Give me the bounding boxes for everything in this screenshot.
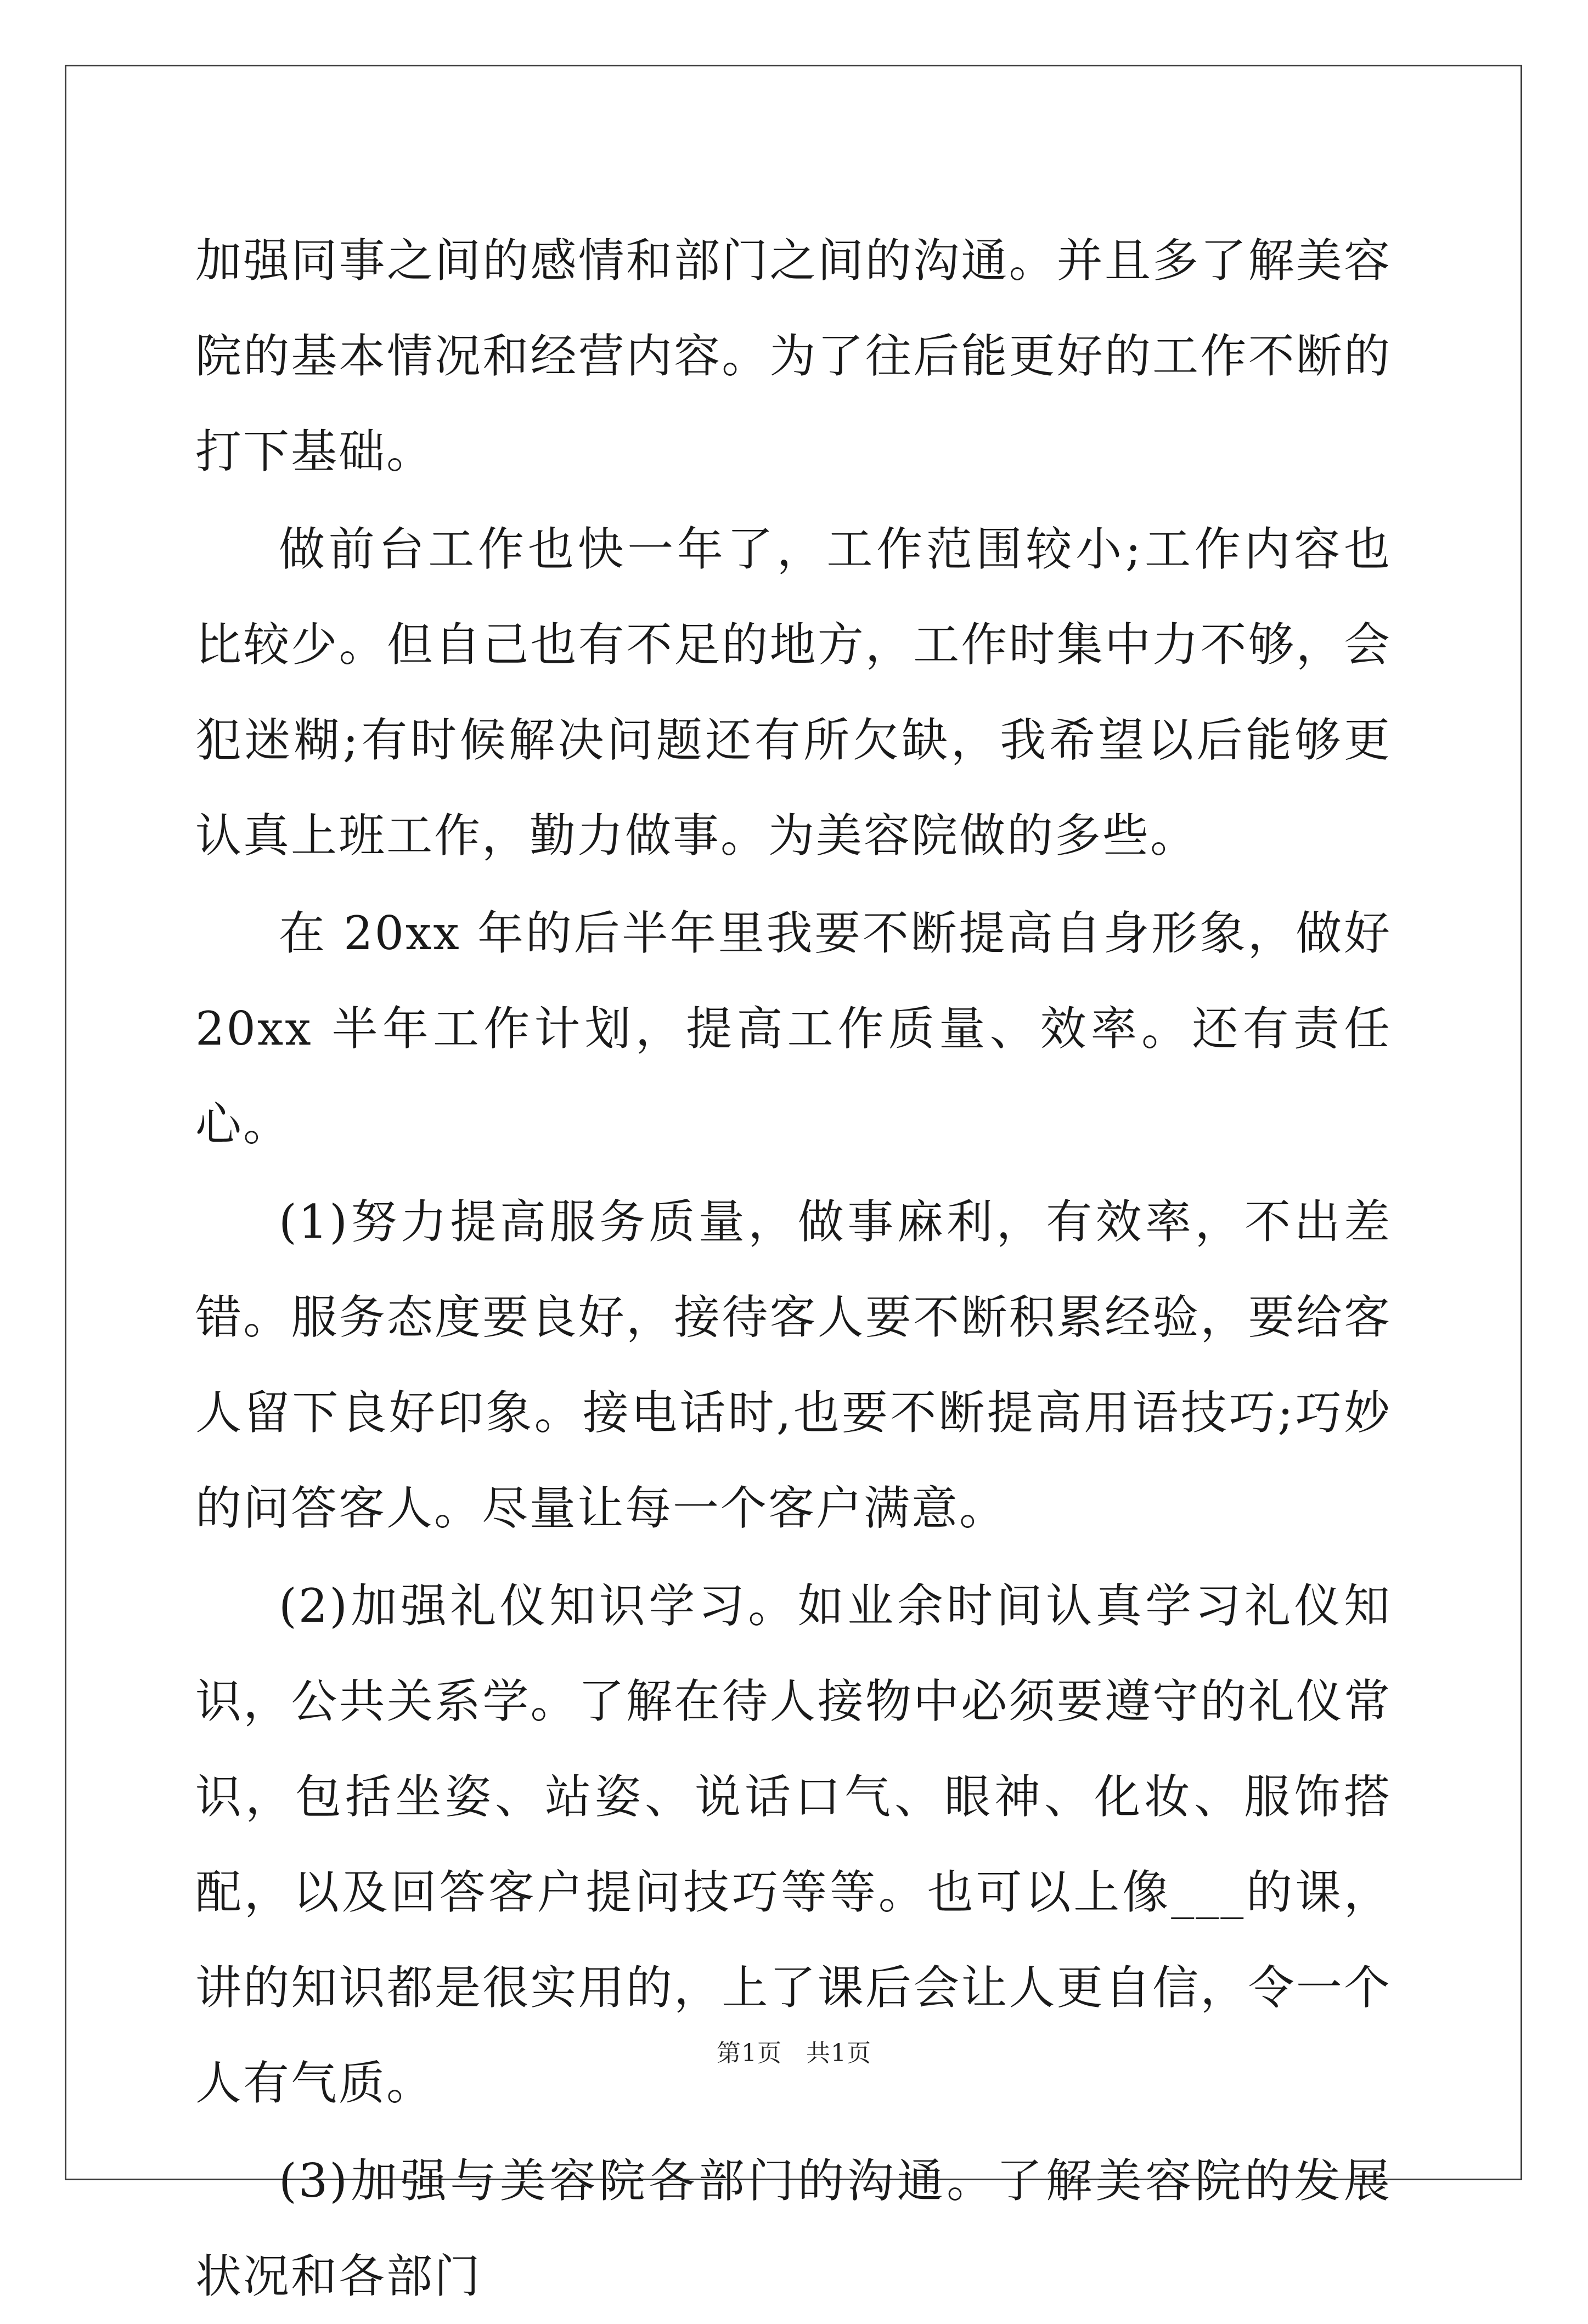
paragraph-4: (1)努力提高服务质量，做事麻利，有效率，不出差错。服务态度要良好，接待客人要不断积累经验，要给客人留下良好印象。接电话时,也要不断提高用语技巧;巧妙的问答客人。尽量让每一个客户满意。 [195, 1195, 1392, 1535]
page-footer [0, 2033, 1588, 2068]
paragraph-5: (2)加强礼仪知识学习。如业余时间认真学习礼仪知识，公共关系学。了解在待人接物中必须要遵守的礼仪常识，包括坐姿、站姿、说话口气、眼神、化妆、服饰搭配，以及回答客户提问技巧等等。也可以上像___的课，讲的知识都是很实用的，上了课后会让人更自信，令一个人有气质。 [195, 1579, 1392, 2110]
page-number: 第1页 [717, 2039, 782, 2067]
page-total: 共1页 [806, 2039, 871, 2067]
paragraph-6: (3)加强与美容院各部门的沟通。了解美容院的发展状况和各部门 [195, 2154, 1392, 2303]
paragraph-2: 做前台工作也快一年了，工作范围较小;工作内容也比较少。但自己也有不足的地方，工作时集中力不够，会犯迷糊;有时候解决问题还有所欠缺，我希望以后能够更认真上班工作，勤力做事。为美容院做的多些。 [195, 522, 1392, 862]
paragraph-1: 加强同事之间的感情和部门之间的沟通。并且多了解美容院的基本情况和经营内容。为了往后能更好的工作不断的打下基础。 [195, 234, 1392, 478]
paragraph-3: 在 20xx 年的后半年里我要不断提高自身形象，做好 20xx 半年工作计划，提高工作质量、效率。还有责任心。 [195, 906, 1392, 1151]
document-body [195, 213, 1392, 2324]
